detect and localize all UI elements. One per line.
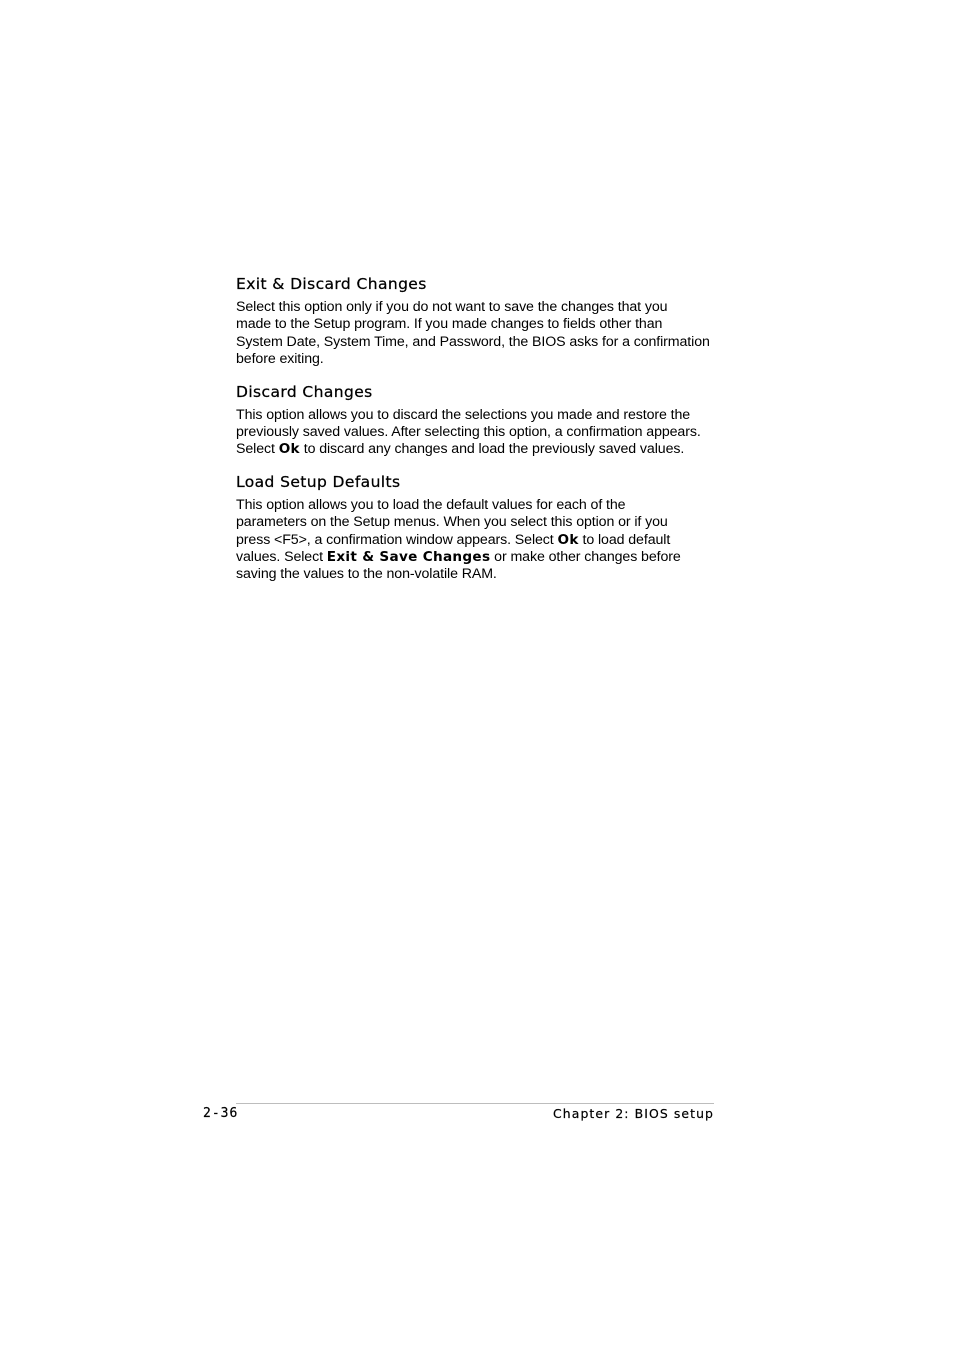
body-line: saving the values to the non-volatile RAM. [236, 566, 497, 583]
page-content [236, 274, 716, 597]
section-exit-discard-changes [236, 274, 716, 369]
body-line: This option allows you to load the default values for each of the [236, 496, 626, 513]
section-discard-changes [236, 382, 716, 459]
keyword-ok: Ok [557, 531, 579, 548]
keyword-ok: Ok [278, 441, 300, 458]
section-body [236, 407, 716, 459]
body-text: Select [236, 441, 279, 458]
body-line [236, 532, 716, 549]
page-number: 2-36 [203, 1106, 239, 1121]
body-text: press <F5>, a confirmation window appears. Select [236, 531, 558, 548]
body-line: Select this option only if you do not want to save the changes that you [236, 299, 668, 315]
section-heading: Load Setup Defaults [236, 472, 401, 491]
body-text: to load default [578, 531, 671, 548]
body-line: made to the Setup program. If you made changes to fields other than [236, 316, 663, 333]
section-heading: Discard Changes [236, 382, 373, 401]
body-line [236, 549, 716, 566]
body-line [236, 441, 716, 458]
section-body [236, 497, 716, 584]
body-line: System Date, System Time, and Password, the BIOS asks for a confirmation [236, 333, 710, 350]
section-load-setup-defaults [236, 472, 716, 584]
body-text: or make other changes before [490, 549, 681, 566]
keyword-exit-save-changes: Exit & Save Changes [326, 549, 491, 566]
body-line: before exiting. [236, 351, 324, 368]
body-line: previously saved values. After selecting this option, a confirmation appears. [236, 424, 701, 441]
body-text: to discard any changes and load the previously saved values. [299, 441, 685, 458]
section-body [236, 299, 716, 369]
footer-divider [236, 1103, 714, 1104]
body-line: parameters on the Setup menus. When you select this option or if you [236, 514, 668, 531]
chapter-title: Chapter 2: BIOS setup [553, 1106, 714, 1121]
body-line: This option allows you to discard the selections you made and restore the [236, 406, 691, 423]
section-heading: Exit & Discard Changes [236, 275, 427, 293]
body-text: values. Select [236, 549, 327, 566]
